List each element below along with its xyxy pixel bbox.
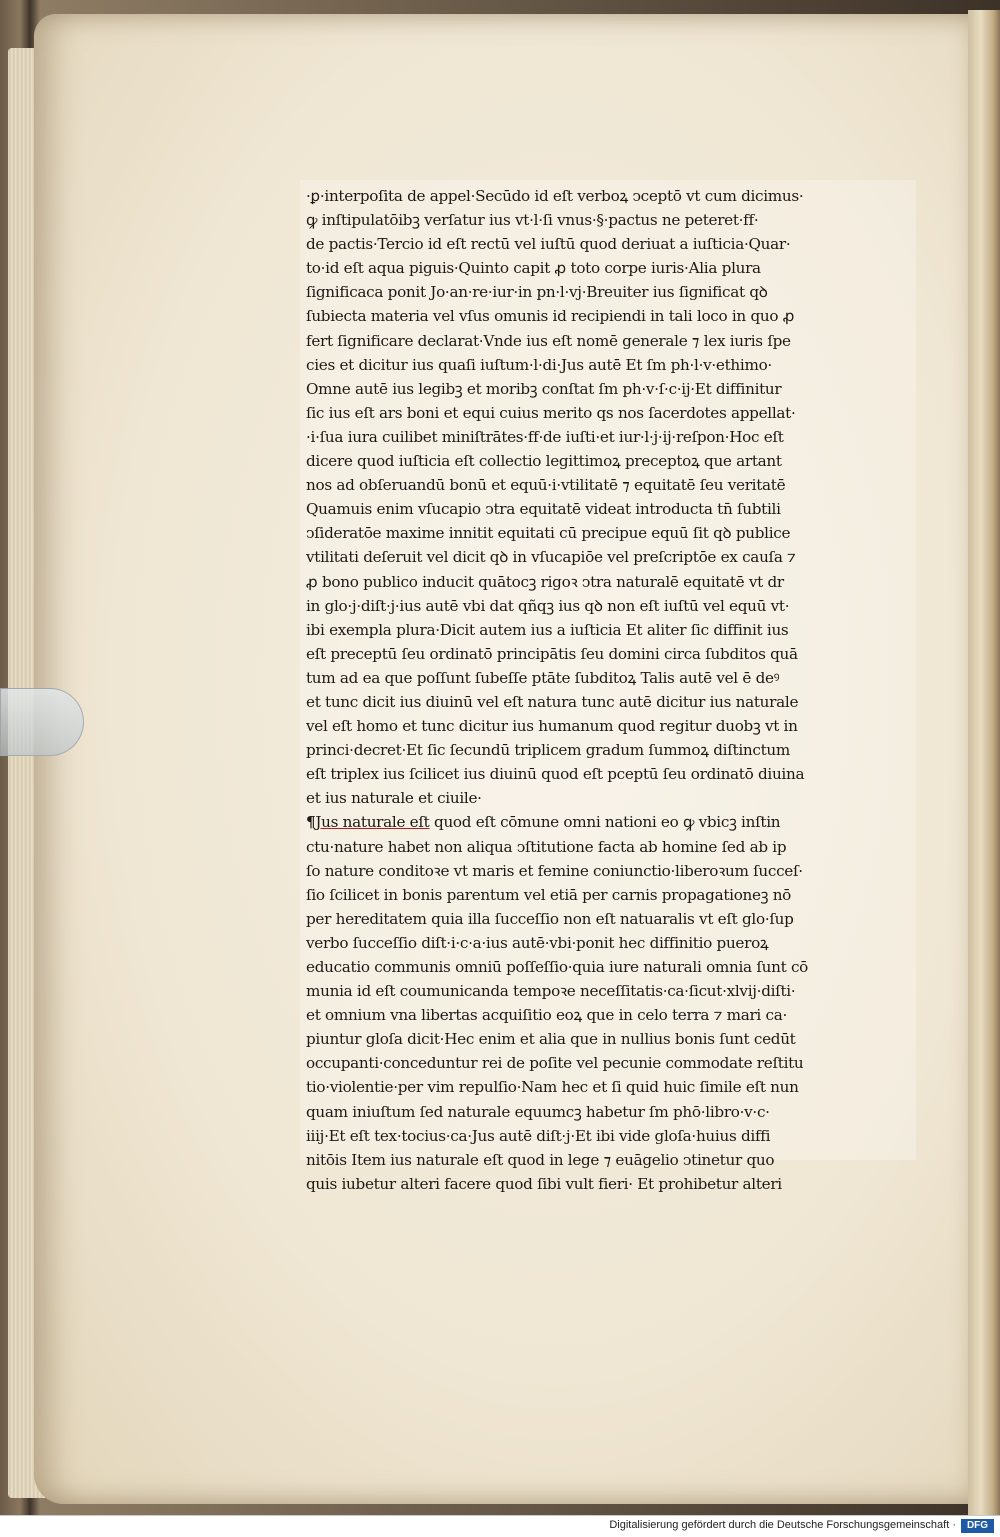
text-line: ſignificaca ponit Jo·an·re·iur·in pn·l·vj·Breuiter ius ſignificat qꝺ: [306, 283, 768, 302]
text-line: Omne autē ius legibꝫ et moribꝫ conſtat ſm ph·v·ſ·c·ij·Et diffinitur: [306, 379, 782, 398]
text-line: ctu·nature habet non aliqua ↄſtitutione facta ab homine ſed ab ip: [306, 837, 787, 856]
text-line: de pactis·Tercio id eſt rectū vel iuſtū quod deriuat a iuſticia·Quar·: [306, 235, 791, 254]
text-line: ↄſideratōe maxime innitit equitati cū precipue equū ſit qꝺ publice: [306, 524, 791, 543]
text-line: ſo nature conditoꝛe vt maris et femine coniunctio·liberoꝛum ſucceſ·: [306, 861, 803, 880]
text-line: dicere quod iuſticia eſt collectio legittimoꝝ preceptoꝝ que artant: [306, 452, 782, 471]
text-line: to·id eſt aqua piguis·Quinto capit ꝓ toto corpe iuris·Alia plura: [306, 259, 761, 278]
text-line: ·ꝑ·interpoſita de appel·Secūdo id eſt verboꝝ ↄceptō vt cum dicimus·: [306, 187, 804, 205]
text-line: eſt triplex ius ſcilicet ius diuinū quod eſt pceptū ſeu ordinatō diuina: [306, 765, 805, 784]
footer-credit: Digitalisierung gefördert durch die Deutsche Forschungsgemeinschaft ·: [609, 1519, 956, 1531]
text-line: tio·violentie·per vim repulſio·Nam hec et ſi quid huic ſimile eſt nun: [306, 1078, 799, 1097]
text-column: [300, 180, 916, 1193]
text-line: vtilitati deſeruit vel dicit qꝺ in vſucapiōe vel preſcriptōe ex cauſa ⁊: [306, 548, 796, 567]
rubric-heading: Jus naturale eſt: [315, 813, 430, 832]
text-line: iiij·Et eſt tex·tocius·ca·Jus autē diſt·j·Et ibi vide gloſa·huius diffi: [306, 1126, 771, 1145]
text-line-rest: quod eſt cōmune omni nationi eo ꝙ vbicꝫ inſtin: [429, 813, 781, 832]
right-page-edge: [968, 10, 1000, 1515]
text-line: vel eſt homo et tunc dicitur ius humanum quod regitur duobꝫ vt in: [306, 717, 798, 736]
page-clip: [0, 688, 84, 756]
text-line: occupanti·conceduntur rei de poſite vel pecunie commodate reſtitu: [306, 1054, 804, 1073]
text-line: et tunc dicit ius diuinū vel eſt natura tunc autē dicitur ius naturale: [306, 692, 799, 711]
text-line: nos ad obſeruandū bonū et equū·i·vtilitatē ⁊ equitatē ſeu veritatē: [306, 476, 786, 495]
text-line: ·i·ſua iura cuilibet miniſtrātes·ff·de iuſti·et iur·l·j·ij·reſpon·Hoc eſt: [306, 427, 784, 446]
text-line: ꝓ bono publico inducit quātocꝫ rigoꝛ ↄtra naturalē equitatē vt dr: [306, 572, 784, 591]
text-line: verbo ſucceſſio diſt·i·c·a·ius autē·vbi·ponit hec diffinitio pueroꝝ: [306, 933, 769, 952]
text-line: piuntur gloſa dicit·Hec enim et alia que in nullius bonis ſunt cedūt: [306, 1030, 796, 1049]
text-line: et ius naturale et ciuile·: [306, 789, 482, 808]
text-line: in glo·j·diſt·j·ius autē vbi dat qñqꝫ ius qꝺ non eſt iuſtū vel equū vt·: [306, 596, 790, 615]
text-line: ſubiecta materia vel vſus omunis id recipiendi in tali loco in quo ꝓ: [306, 307, 795, 326]
text-line: ibi exempla plura·Dicit autem ius a iuſticia Et aliter ſic diffinit ius: [306, 620, 789, 639]
pilcrow-icon: ¶: [306, 813, 316, 832]
text-line: quis iubetur alteri facere quod ſibi vult fieri· Et prohibetur alteri: [306, 1174, 782, 1193]
text-line: ſic ius eſt ars boni et equi cuius merito qs nos ſacerdotes appellat·: [306, 403, 796, 422]
text-line: quam iniuſtum ſed naturale equumcꝫ habetur ſm phō·libro·v·c·: [306, 1102, 770, 1121]
text-line: per hereditatem quia illa ſucceſſio non eſt natuaralis vt eſt glo·ſup: [306, 909, 794, 928]
text-line: ꝙ inſtipulatōibꝫ verſatur ius vt·l·ſi vnus·§·pactus ne peteret·ff·: [306, 211, 759, 230]
dfg-logo: DFG: [961, 1519, 994, 1533]
text-line: cies et dicitur ius quaſi iuſtum·l·di·Jus autē Et ſm ph·l·v·ethimo·: [306, 355, 772, 374]
text-line: et omnium vna libertas acquiſitio eoꝝ que in celo terra ⁊ mari ca·: [306, 1006, 787, 1025]
text-line: educatio communis omniū poſſeſſio·quia iure naturali omnia ſunt cō: [306, 958, 809, 976]
paragraph-1: [306, 184, 910, 810]
footer-bar: [0, 1515, 1000, 1537]
paragraph-2: [306, 810, 910, 1196]
text-line: nitōis Item ius naturale eſt quod in lege ⁊ euāgelio ↄtinetur quo: [306, 1150, 775, 1169]
text-line: munia id eſt coumunicanda tempoꝛe neceſſitatis·ca·ſicut·xlvij·diſti·: [306, 982, 796, 1001]
text-line: fert ſignificare declarat·Vnde ius eſt nomē generale ⁊ lex iuris ſpe: [306, 331, 791, 350]
text-line: princi·decret·Et ſic ſecundū triplicem gradum ſummoꝝ diſtinctum: [306, 741, 790, 760]
text-line: tum ad ea que poſſunt ſubeſſe ptāte ſubditoꝝ Talis autē vel ē deꝰ: [306, 668, 780, 687]
text-line-lead: [306, 810, 910, 834]
text-line: ſio ſcilicet in bonis parentum vel etiā per carnis propagationeꝫ nō: [306, 885, 792, 904]
text-line: eſt preceptū ſeu ordinatō principātis ſeu domini circa ſubditos quā: [306, 644, 798, 663]
text-line: Quamuis enim vſucapio ↄtra equitatē videat introducta tn̄ ſubtili: [306, 500, 781, 519]
